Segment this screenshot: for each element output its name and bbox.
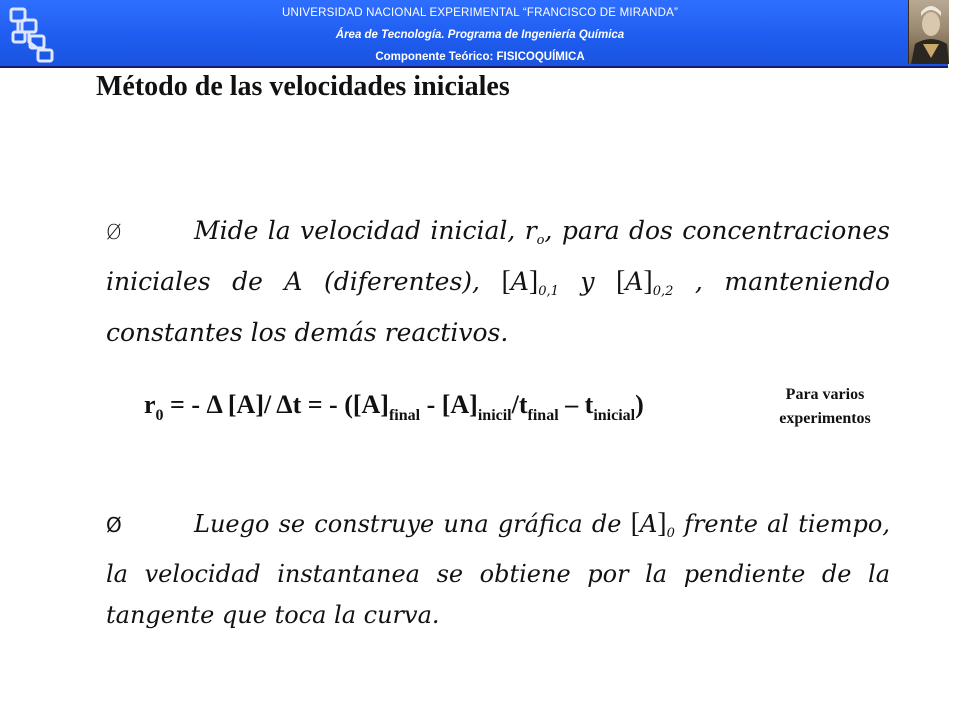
experiments-note: Para varios experimentos — [779, 386, 871, 427]
rate-equation: $r_0$ = - Δ [A]/ Δt = - $([A]_{final} - [A]_{inicil}/t_{final} - t_{inicial})$ — [144, 390, 644, 424]
arrow-bullet-icon: Ø — [106, 513, 122, 537]
header-bar — [0, 0, 948, 66]
university-logo-icon — [8, 6, 56, 64]
paragraph-graph-method: Ø Luego se construye una gráfica de $[A]_0$ frente al tiempo, la velocidad instantanea se obtiene por la pendiente de la tangente que toca la curva. — [106, 503, 890, 636]
portrait-image — [908, 0, 949, 64]
course-component: Componente Teórico: FISICOQUÍMICA — [375, 51, 585, 63]
header-divider — [0, 66, 948, 68]
page-title: Método de las velocidades iniciales — [96, 71, 510, 102]
paragraph-initial-rate: Ø Mide la velocidad inicial, $r_o$, para dos concentraciones iniciales de A (diferentes), $[A]_{0,1}$ y $[A]_{0,2}$ , manteniendo constantes los demás reactivos. — [106, 210, 890, 353]
university-name: UNIVERSIDAD NACIONAL EXPERIMENTAL “FRANCISCO DE MIRANDA” — [281, 7, 679, 19]
program-name: Área de Tecnología. Programa de Ingeniería Química — [335, 29, 625, 41]
arrow-bullet-icon: Ø — [106, 220, 122, 244]
